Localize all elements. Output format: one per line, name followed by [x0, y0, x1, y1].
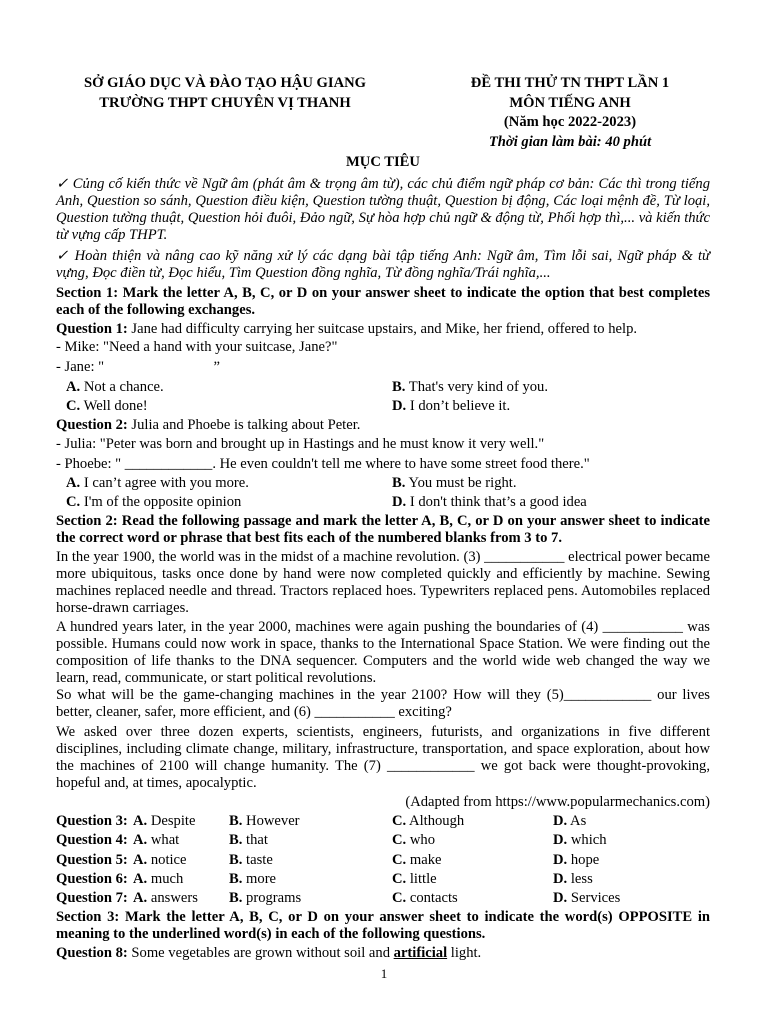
- objectives-title: MỤC TIÊU: [346, 154, 420, 170]
- option-text: answers: [150, 890, 198, 907]
- q6-option-b[interactable]: [229, 870, 276, 889]
- option-text: Despite: [150, 813, 196, 829]
- dialogue-line: - Phoebe: " ____________. He even couldn't tell me where to have some street food there.": [56, 456, 590, 472]
- option-text: less: [570, 870, 593, 887]
- option-text: contacts: [409, 890, 458, 907]
- question-text: Some vegetables are grown without soil and: [127, 945, 394, 961]
- exam-title: ĐỀ THI THỬ TN THPT LẦN 1: [470, 75, 670, 91]
- q7-option-d[interactable]: [553, 889, 620, 908]
- option-letter: B.: [229, 813, 243, 829]
- option-letter: C.: [392, 813, 407, 829]
- option-letter: C.: [392, 890, 407, 907]
- q4-option-c[interactable]: [392, 831, 435, 850]
- department-name: SỞ GIÁO DỤC VÀ ĐÀO TẠO HẬU GIANG: [83, 75, 367, 91]
- option-text: I'm of the opposite opinion: [83, 494, 242, 510]
- q3-option-b[interactable]: [229, 812, 300, 831]
- passage-paragraph-2: A hundred years later, in the year 2000, machines were again pushing the boundaries of (4) ___________ was possible. Humans could now work in space, thanks to the International Space Station. We were finding out the composition of life thanks to the DNA sequencer. Computers and the world wide web changed the way we learn, read, communicate, or start political revolutions.: [56, 619, 710, 686]
- question-label: Question 4:: [56, 832, 128, 849]
- option-letter: D.: [553, 813, 568, 829]
- question-1: [56, 321, 710, 338]
- option-text: notice: [150, 851, 187, 868]
- q6-option-c[interactable]: [392, 870, 437, 889]
- option-letter: B.: [229, 870, 243, 887]
- option-letter: B.: [229, 851, 243, 868]
- question-text: Julia and Phoebe is talking about Peter.: [127, 417, 361, 433]
- option-letter: C.: [392, 851, 407, 868]
- option-text: hope: [570, 851, 600, 868]
- question-label: Question 2:: [56, 417, 128, 433]
- option-letter: A.: [133, 813, 148, 829]
- passage-paragraph-4: We asked over three dozen experts, scientists, engineers, futurists, and organizations in five different disciplines, including climate change, military, infrastructure, transportation, and space exploration, about how the machines of 2100 will change humanity. The (7) ____________ we got back were thought-provoking, hopeful and, at times, apocalyptic.: [56, 724, 710, 791]
- q4-option-a[interactable]: [133, 831, 179, 850]
- passage-paragraph-3: So what will be the game-changing machines in the year 2100? How will they (5)____________ our lives better, cleaner, safer, more efficient, and (6) ___________ exciting?: [56, 687, 710, 720]
- option-letter: A.: [133, 832, 148, 849]
- option-letter: B.: [392, 379, 406, 395]
- passage-paragraph-1: In the year 1900, the world was in the midst of a machine revolution. (3) ___________ electrical power became more ubiquitous, tasks once done by hand were now completed quickly and efficiently by machine. Sewing machines replaced needle and thread. Tractors replaced hoes. Typewriters replaced pens. Automobiles replaced horse-drawn carriages.: [56, 549, 710, 616]
- option-letter: A.: [133, 870, 148, 887]
- question-2: [56, 417, 710, 434]
- option-text: who: [409, 832, 435, 849]
- option-letter: C.: [66, 494, 81, 510]
- q2-option-a[interactable]: [66, 474, 249, 493]
- option-letter: D.: [553, 890, 568, 907]
- question-label: Question 7:: [56, 890, 128, 907]
- option-letter: C.: [392, 832, 407, 849]
- option-letter: D.: [553, 870, 568, 887]
- option-text: That's very kind of you.: [408, 379, 548, 395]
- q6-option-d[interactable]: [553, 870, 593, 889]
- q7-option-b[interactable]: [229, 889, 301, 908]
- option-text: I can’t agree with you more.: [83, 475, 249, 491]
- q7-option-c[interactable]: [392, 889, 458, 908]
- option-text: Services: [570, 890, 621, 907]
- section3-title: Section 3: Mark the letter A, B, C, or D on your answer sheet to indicate the word(s) OPPOSITE in meaning to the underlined word(s) in each of the following questions.: [56, 909, 710, 942]
- option-letter: D.: [553, 832, 568, 849]
- question-label: Question 8:: [56, 945, 128, 961]
- q1-option-c[interactable]: [66, 397, 148, 416]
- school-year: (Năm học 2022-2023): [503, 114, 637, 130]
- question-text: Jane had difficulty carrying her suitcase upstairs, and Mike, her friend, offered to help.: [127, 321, 638, 337]
- duration: Thời gian làm bài: 40 phút: [488, 133, 652, 150]
- option-text: programs: [246, 890, 302, 907]
- q5-option-a[interactable]: [133, 851, 187, 870]
- q1-option-d[interactable]: [392, 397, 510, 416]
- option-text: taste: [246, 851, 273, 868]
- option-letter: D.: [553, 851, 568, 868]
- subject: MÔN TIẾNG ANH: [509, 94, 631, 111]
- option-letter: A.: [133, 890, 148, 907]
- option-text: Although: [409, 813, 465, 829]
- option-text: that: [246, 832, 268, 849]
- question-label: Question 6:: [56, 870, 128, 887]
- q5-option-d[interactable]: [553, 851, 599, 870]
- objective-2: ✓ Hoàn thiện và nâng cao kỹ năng xử lý các dạng bài tập tiếng Anh: Ngữ âm, Tìm lỗi sai, Ngữ pháp & từ vựng, Đọc điền từ, Đọc hiểu, Tìm Question đồng nghĩa, Từ đồng nghĩa/Trái nghĩa,...: [56, 248, 710, 281]
- option-text: little: [409, 870, 437, 887]
- q3-option-a[interactable]: [133, 812, 195, 831]
- option-letter: A.: [66, 379, 81, 395]
- option-letter: C.: [66, 398, 81, 414]
- option-text: what: [150, 832, 180, 849]
- option-text: which: [570, 832, 607, 849]
- option-text: You must be right.: [408, 475, 517, 491]
- section2-title: Section 2: Read the following passage and mark the letter A, B, C, or D on your answer sheet to indicate the correct word or phrase that best fits each of the numbered blanks from 3 to 7.: [56, 513, 710, 546]
- passage-source: (Adapted from https://www.popularmechanics.com): [405, 794, 710, 810]
- q2-option-b[interactable]: [392, 474, 517, 493]
- option-text: I don’t believe it.: [409, 398, 511, 414]
- q4-option-d[interactable]: [553, 831, 607, 850]
- underlined-word: artificial: [393, 945, 448, 961]
- q7-option-a[interactable]: [133, 889, 198, 908]
- option-letter: D.: [392, 494, 407, 510]
- option-text: more: [246, 870, 277, 887]
- school-name: TRƯỜNG THPT CHUYÊN VỊ THANH: [99, 94, 351, 111]
- header-left: [60, 74, 390, 113]
- page-number: 1: [380, 966, 388, 981]
- q2-option-c[interactable]: [66, 493, 241, 512]
- q1-option-a[interactable]: [66, 378, 164, 397]
- q5-option-b[interactable]: [229, 851, 273, 870]
- option-text: much: [150, 870, 184, 887]
- q5-option-c[interactable]: [392, 851, 441, 870]
- option-letter: B.: [229, 832, 243, 849]
- dialogue-line: - Jane: " ”: [56, 359, 221, 375]
- dialogue-line: - Mike: "Need a hand with your suitcase, Jane?": [56, 339, 338, 355]
- option-letter: A.: [66, 475, 81, 491]
- option-text: As: [570, 813, 587, 829]
- option-text: Well done!: [83, 398, 148, 414]
- dialogue-line: - Julia: "Peter was born and brought up in Hastings and he must know it very well.": [56, 436, 545, 452]
- option-letter: A.: [133, 851, 148, 868]
- section1-title: Section 1: Mark the letter A, B, C, or D on your answer sheet to indicate the option that best completes each of the following exchanges.: [56, 285, 710, 318]
- option-text: Not a chance.: [83, 379, 164, 395]
- q2-option-d[interactable]: [392, 493, 587, 512]
- question-text: light.: [447, 945, 482, 961]
- option-text: make: [409, 851, 442, 868]
- question-label: Question 1:: [56, 321, 128, 337]
- question-8: [56, 945, 710, 962]
- q3-option-c[interactable]: [392, 812, 464, 831]
- q4-option-b[interactable]: [229, 831, 268, 850]
- option-letter: D.: [392, 398, 407, 414]
- option-text: However: [246, 813, 300, 829]
- q1-option-b[interactable]: [392, 378, 548, 397]
- option-text: I don't think that’s a good idea: [409, 494, 587, 510]
- q6-option-a[interactable]: [133, 870, 183, 889]
- question-label: Question 5:: [56, 851, 128, 868]
- question-label: Question 3:: [56, 813, 128, 829]
- option-letter: B.: [392, 475, 406, 491]
- option-letter: C.: [392, 870, 407, 887]
- option-letter: B.: [229, 890, 243, 907]
- q3-option-d[interactable]: [553, 812, 586, 831]
- objective-1: ✓ Củng cố kiến thức về Ngữ âm (phát âm & trọng âm từ), các chủ điểm ngữ pháp cơ bản: Các thì trong tiếng Anh, Question so sánh, Question điều kiện, Question tường thuật, Question bị động, Các loại mệnh đề, Từ loại, Question tường thuật, Question hỏi đuôi, Đảo ngữ, Sự hòa hợp chủ ngữ & động từ, Phối hợp thì,... và kiến thức từ vựng cấp THPT.: [56, 176, 710, 243]
- header-right: [400, 74, 740, 152]
